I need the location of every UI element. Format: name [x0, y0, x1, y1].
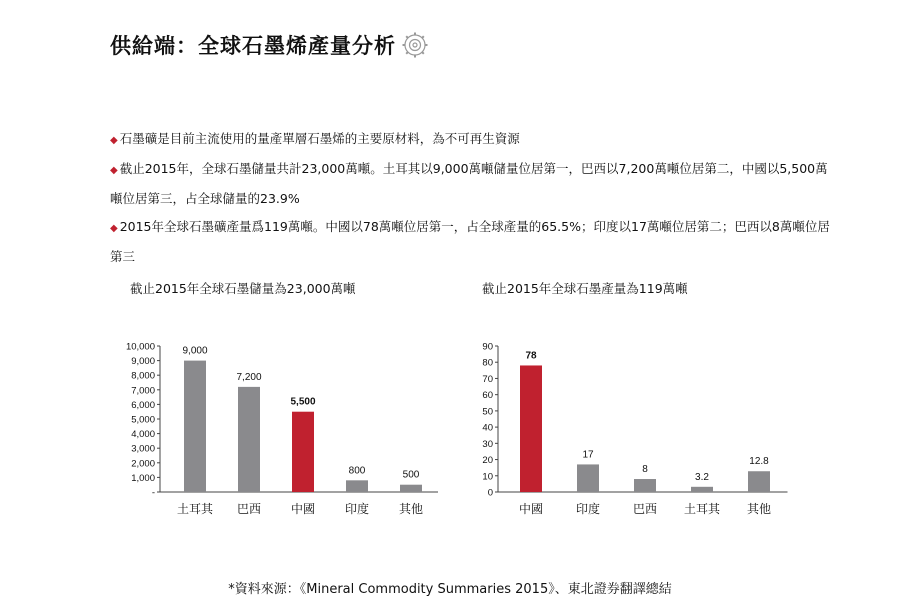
page-title: 供給端：全球石墨烯產量分析 [110, 34, 396, 58]
y-tick-label: - [151, 487, 155, 499]
bullet-item [110, 213, 830, 271]
diamond-bullet-icon: ◆ [110, 223, 118, 234]
y-tick-label: 0 [487, 487, 493, 499]
data-label: 500 [402, 469, 420, 481]
data-label: 800 [348, 465, 366, 477]
bar-5 [748, 471, 770, 492]
data-label: 9,000 [182, 345, 208, 357]
bullet-text: 石墨礦是目前主流使用的量產單層石墨烯的主要原材料，為不可再生資源 [119, 131, 520, 146]
y-tick-label: 90 [482, 341, 493, 353]
data-label: 7,200 [236, 371, 262, 383]
y-tick-label: 6,000 [131, 399, 155, 411]
gear-icon [402, 32, 428, 58]
bar-4 [691, 487, 713, 492]
y-tick-label: 7,000 [131, 385, 155, 397]
y-tick-label: 10 [482, 471, 493, 483]
data-label: 78 [525, 350, 537, 362]
bar-2 [238, 387, 260, 492]
chart-title-production: 截止2015年全球石墨產量為119萬噸 [482, 281, 688, 296]
bullet-text: 2015年全球石墨礦產量爲119萬噸。中國以78萬噸位居第一，占全球產量的65.5%；印度以17萬噸位居第二；巴西以8萬噸位居第三 [110, 219, 830, 264]
reserves-bar-chart [110, 330, 440, 530]
y-tick-label: 10,000 [125, 341, 155, 353]
source-footer: *資料來源：《Mineral Commodity Summaries 2015》、東北證券翻譯總結 [228, 582, 672, 597]
bar-1 [184, 361, 206, 492]
y-tick-label: 9,000 [131, 356, 155, 368]
data-label: 12.8 [749, 456, 769, 468]
x-tick-label: 巴西 [236, 502, 262, 516]
y-tick-label: 20 [482, 455, 493, 467]
x-tick-label: 其他 [746, 502, 772, 516]
bar-4 [346, 480, 368, 492]
bullet-item [110, 155, 830, 213]
y-tick-label: 70 [482, 373, 493, 385]
data-label: 3.2 [695, 471, 709, 483]
x-tick-label: 印度 [575, 502, 601, 516]
data-label: 17 [582, 449, 594, 461]
page-title-row [110, 30, 428, 60]
y-tick-label: 40 [482, 422, 493, 434]
x-tick-label: 其他 [398, 502, 424, 516]
bullet-list [110, 125, 830, 271]
y-tick-label: 4,000 [131, 429, 155, 441]
x-tick-label: 印度 [344, 502, 370, 516]
production-bar-chart [470, 330, 800, 530]
bar-3 [292, 412, 314, 492]
y-tick-label: 3,000 [131, 443, 155, 455]
x-tick-label: 土耳其 [683, 502, 721, 516]
x-tick-label: 土耳其 [176, 502, 214, 516]
x-tick-label: 巴西 [632, 502, 658, 516]
y-tick-label: 50 [482, 406, 493, 418]
bar-3 [634, 479, 656, 492]
y-tick-label: 8,000 [131, 370, 155, 382]
y-tick-label: 1,000 [131, 472, 155, 484]
x-tick-label: 中國 [518, 502, 544, 516]
bar-5 [400, 485, 422, 492]
y-tick-label: 60 [482, 390, 493, 402]
y-tick-label: 30 [482, 438, 493, 450]
diamond-bullet-icon: ◆ [110, 135, 118, 146]
bullet-item [110, 125, 830, 155]
bullet-text: 截止2015年，全球石墨儲量共計23,000萬噸。土耳其以9,000萬噸儲量位居第一，巴西以7,200萬噸位居第二，中國以5,500萬噸位居第三，占全球儲量的23.9% [110, 161, 828, 206]
chart-title-reserves: 截止2015年全球石墨儲量為23,000萬噸 [130, 281, 356, 296]
bar-2 [577, 464, 599, 492]
bar-1 [520, 365, 542, 492]
y-tick-label: 2,000 [131, 458, 155, 470]
data-label: 5,500 [290, 396, 316, 408]
x-tick-label: 中國 [290, 502, 316, 516]
diamond-bullet-icon: ◆ [110, 165, 118, 176]
y-tick-label: 5,000 [131, 414, 155, 426]
data-label: 8 [642, 464, 648, 476]
y-tick-label: 80 [482, 357, 493, 369]
